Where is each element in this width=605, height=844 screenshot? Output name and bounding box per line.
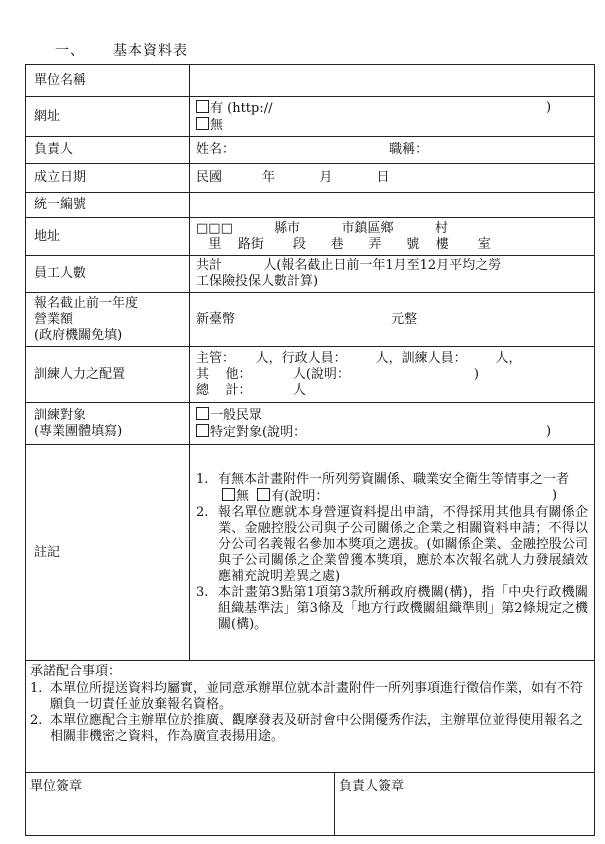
note-no-label: 無 xyxy=(236,489,250,504)
unit-signature-box[interactable] xyxy=(26,773,335,836)
employees-field xyxy=(190,256,595,293)
website-yes-label: 有 (http:// xyxy=(210,100,273,116)
commitment-field xyxy=(26,661,595,773)
target-general-checkbox[interactable] xyxy=(196,407,209,420)
note-1 xyxy=(196,472,588,488)
website-field xyxy=(190,97,595,137)
row-notes xyxy=(26,445,595,661)
address-label: 地址 xyxy=(26,218,190,256)
commitment-1 xyxy=(30,681,590,713)
note-2 xyxy=(196,505,588,585)
row-founded xyxy=(26,164,595,193)
section-heading xyxy=(55,40,188,60)
target-label-line-1: 訓練對象 xyxy=(34,407,87,423)
employees-label: 員工人數 xyxy=(26,256,190,293)
unit-name-field[interactable] xyxy=(190,65,595,97)
training-staff-line-3: 總 計： 人 xyxy=(196,382,306,398)
training-staff-label: 訓練人力之配置 xyxy=(26,347,190,403)
employees-line-2: 工保險投保人數計算) xyxy=(196,274,319,289)
website-no-label: 無 xyxy=(210,117,224,133)
row-unit-name xyxy=(26,65,595,97)
note-1-text: 有無本計畫附件一所列勞資關係、職業安全衛生等情事之一者 xyxy=(218,472,570,487)
target-close-paren: ) xyxy=(546,423,552,439)
basic-info-table xyxy=(25,64,595,836)
website-label: 網址 xyxy=(26,97,190,137)
notes-field xyxy=(190,445,595,661)
note-yes-checkbox[interactable] xyxy=(257,488,270,501)
unit-signature-label: 單位簽章 xyxy=(30,779,83,794)
row-training-staff xyxy=(26,347,595,403)
revenue-currency: 新臺幣 xyxy=(196,311,236,327)
revenue-unit: 元整 xyxy=(391,311,418,327)
row-commitment xyxy=(26,661,595,773)
revenue-field xyxy=(190,293,595,347)
founded-month: 月 xyxy=(319,170,333,185)
founded-year: 年 xyxy=(262,170,276,185)
note-1-number: 1. xyxy=(196,472,209,487)
revenue-label xyxy=(26,293,190,347)
commitment-1-number: 1. xyxy=(30,681,43,696)
notes-label: 註記 xyxy=(26,445,190,661)
section-number: 一、 xyxy=(55,43,85,59)
note-1-options xyxy=(196,488,588,505)
website-no-checkbox[interactable] xyxy=(196,117,209,130)
commitment-1-text: 本單位所提送資料均屬實，並同意承辦單位就本計畫附件一所列事項進行徵信作業，如有不符願負一切責任並放棄報名資格。 xyxy=(50,681,584,712)
note-3 xyxy=(196,585,588,633)
commitment-2 xyxy=(30,713,590,745)
commitment-title: 承諾配合事項： xyxy=(30,664,122,679)
row-owner xyxy=(26,137,595,164)
founded-prefix: 民國 xyxy=(196,170,223,185)
founded-day: 日 xyxy=(376,170,390,185)
note-3-text: 本計畫第3點第1項第3款所稱政府機關(構)，指「中央行政機關組織基準法」第3條及「地方行政機關組織準則」第2條規定之機關(構)。 xyxy=(218,585,588,632)
founded-label: 成立日期 xyxy=(26,164,190,193)
target-field xyxy=(190,403,595,445)
target-label-line-2: (專業團體填寫) xyxy=(34,423,123,439)
address-line-1: □□□ 縣市 市鎮區鄉 村 xyxy=(196,220,448,236)
owner-title-label: 職稱： xyxy=(389,142,429,157)
owner-signature-label: 負責人簽章 xyxy=(339,779,405,794)
owner-label: 負責人 xyxy=(26,137,190,164)
tax-id-label: 統一編號 xyxy=(26,193,190,218)
training-staff-line-1: 主管： 人，行政人員： 人，訓練人員： 人， xyxy=(196,350,522,366)
owner-signature-box[interactable] xyxy=(335,773,595,836)
note-3-number: 3. xyxy=(196,585,209,600)
note-close-paren: ) xyxy=(552,488,558,503)
website-close-paren: ) xyxy=(546,99,552,115)
row-revenue xyxy=(26,293,595,347)
address-line-2: 里 路街 段 巷 弄 號 樓 室 xyxy=(196,236,491,252)
employees-line-1: 共計 人(報名截止日前一年1月至12月平均之勞 xyxy=(196,258,502,273)
row-signatures xyxy=(26,773,595,836)
target-specific-label: 特定對象(說明： xyxy=(210,424,307,440)
owner-name-label: 姓名： xyxy=(196,142,236,157)
row-website xyxy=(26,97,595,137)
note-2-text: 報名單位應就本身營運資料提出申請，不得採用其他具有關係企業、金融控股公司與子公司關係之企業之相關資料申請；不得以分公司名義報名參加本獎項之選拔。(如關係企業、金融控股公司與子公司關係之企業曾獲本獎項，應於本次報名就人力發展績效應補充說明差異之處) xyxy=(218,505,588,584)
website-yes-checkbox[interactable] xyxy=(196,100,209,113)
note-yes-label: 有(說明： xyxy=(271,489,329,504)
training-staff-line-2: 其 他： 人(說明： ) xyxy=(196,366,479,382)
row-tax-id xyxy=(26,193,595,218)
row-employees xyxy=(26,256,595,293)
training-staff-field xyxy=(190,347,595,403)
revenue-label-line-2: 營業額 xyxy=(34,311,74,327)
row-target xyxy=(26,403,595,445)
target-general-label: 一般民眾 xyxy=(210,407,263,423)
founded-field xyxy=(190,164,595,193)
revenue-label-line-1: 報名截止前一年度 xyxy=(34,295,139,311)
unit-name-label: 單位名稱 xyxy=(26,65,190,97)
revenue-label-line-3: (政府機關免填) xyxy=(34,327,123,343)
owner-field xyxy=(190,137,595,164)
target-specific-checkbox[interactable] xyxy=(196,424,209,437)
row-address xyxy=(26,218,595,256)
commitment-2-text: 本單位應配合主辦單位於推廣、觀摩發表及研討會中公開優秀作法，主辦單位並得使用報名之相關非機密之資料，作為廣宣表揚用途。 xyxy=(50,713,584,744)
address-field xyxy=(190,218,595,256)
commitment-2-number: 2. xyxy=(30,713,43,728)
note-no-checkbox[interactable] xyxy=(222,488,235,501)
tax-id-field[interactable] xyxy=(190,193,595,218)
note-2-number: 2. xyxy=(196,505,209,520)
target-label xyxy=(26,403,190,445)
section-title: 基本資料表 xyxy=(113,43,188,59)
